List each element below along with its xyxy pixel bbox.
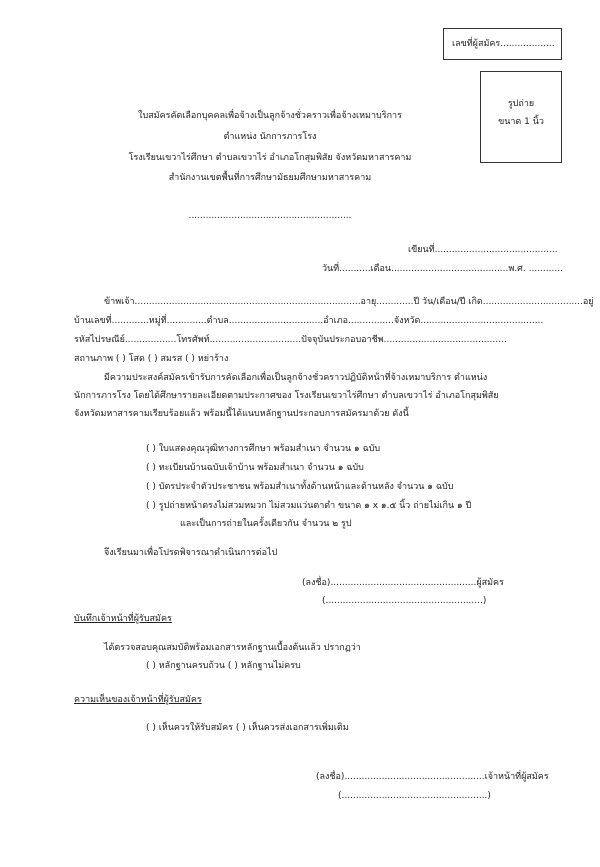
photo-size: ขนาด 1 นิ้ว [498, 117, 544, 127]
date-field[interactable]: วันที่...........เดือน.........................................พ.ศ. ............ [322, 264, 563, 274]
written-at-field[interactable]: เขียนที่........................................... [408, 245, 558, 255]
photo-box [480, 71, 562, 163]
attachment-item[interactable]: ( ) บัตรประจำตัวประชาชน พร้อมสำเนาทั้งด้านหน้าและด้านหลัง จำนวน ๑ ฉบับ [146, 482, 454, 492]
applicant-name-line[interactable]: (.......................................................) [322, 596, 487, 606]
attachment-item[interactable]: ( ) รูปถ่ายหน้าตรงไม่สวมหมวก ไม่สวมแว่นตาดำ ขนาด ๑ x ๑.๕ นิ้ว ถ่ายไม่เกิน ๑ ปี [146, 501, 472, 511]
form-line-address[interactable]: บ้านเลขที่.............หมู่ที่..............ตำบล.................................อำเภอ................จังหวัด........................................... [74, 316, 544, 326]
officer-record-text: ได้ตรวจสอบคุณสมบัติพร้อมเอกสารหลักฐานเบื้องต้นแล้ว ปรากฏว่า [104, 643, 361, 653]
officer-name-line[interactable]: (...................................................) [338, 791, 491, 801]
officer-record-heading: บันทึกเจ้าหน้าที่ผู้รับสมัคร [74, 614, 172, 624]
intent-line-3: จังหวัดมหาสารคามเรียบร้อยแล้ว พร้อมนี้ได้แนบหลักฐานประกอบการสมัครมาด้วย ดังนี้ [74, 409, 409, 419]
applicant-number-box [443, 28, 562, 60]
attachment-item[interactable]: ( ) ทะเบียนบ้านฉบับเจ้าบ้าน พร้อมสำเนา จำนวน ๑ ฉบับ [146, 463, 364, 473]
closing-text: จึงเรียนมาเพื่อโปรดพิจารณาดำเนินการต่อไป [104, 548, 278, 558]
form-title: ใบสมัครคัดเลือกบุคคลเพื่อจ้างเป็นลูกจ้างชั่วคราวเพื่อจ้างเหมาบริการ [138, 111, 402, 121]
form-line-status[interactable]: สถานภาพ ( ) โสด ( ) สมรส ( ) หย่าร้าง [74, 354, 229, 364]
intent-line-1: มีความประสงค์สมัครเข้ารับการคัดเลือกเพื่อเป็นลูกจ้างชั่วคราวปฏิบัติหน้าที่จ้างเหมาบริการ ตำแหน่ง [104, 373, 488, 383]
header-dotline: ......................................................... [188, 211, 352, 221]
office-name: สำนักงานเขตพื้นที่การศึกษามัธยมศึกษามหาสารคาม [168, 173, 372, 183]
officer-signature-line[interactable]: (ลงชื่อ).................................................เจ้าหน้าที่ผู้สมัคร [316, 772, 549, 782]
school-name: โรงเรียนเขวาไร่ศึกษา ตำบลเขวาไร่ อำเภอโกสุมพิสัย จังหวัดมหาสารคาม [128, 153, 412, 163]
attachment-item[interactable]: ( ) ใบแสดงคุณวุฒิทางการศึกษา พร้อมสำเนา จำนวน ๑ ฉบับ [146, 444, 381, 454]
attachment-item-continued: และเป็นการถ่ายในครั้งเดียวกัน จำนวน ๒ รูป [180, 519, 352, 529]
applicant-number-label: เลขที่ผู้สมัคร................... [452, 39, 555, 49]
officer-opinion-heading: ความเห็นของเจ้าหน้าที่ผู้รับสมัคร [74, 695, 202, 705]
intent-line-2: นักการภารโรง โดยได้ศึกษารายละเอียดตามประกาศของ โรงเรียนเขวาไร่ศึกษา ตำบลเขวาไร่ อำเภอโกสุมพิสัย [74, 391, 499, 401]
photo-label: รูปถ่าย [507, 99, 535, 109]
form-line-contact[interactable]: รหัสไปรษณีย์..................โทรศัพท์................................ปัจจุบันประกอบอาชีพ........................................... [74, 335, 507, 345]
form-line-name[interactable]: ข้าพเจ้า...............................................................................อายุ.............ปี วัน/เดือน/ปี เกิด...................................อยู่ [104, 297, 594, 307]
officer-record-options[interactable]: ( ) หลักฐานครบถ้วน ( ) หลักฐานไม่ครบ [146, 661, 301, 671]
form-position: ตำแหน่ง นักการภารโรง [223, 132, 317, 142]
applicant-signature-line[interactable]: (ลงชื่อ)...................................................ผู้สมัคร [302, 578, 504, 588]
officer-opinion-options[interactable]: ( ) เห็นควรให้รับสมัคร ( ) เห็นควรส่งเอกสารเพิ่มเติม [146, 723, 349, 733]
